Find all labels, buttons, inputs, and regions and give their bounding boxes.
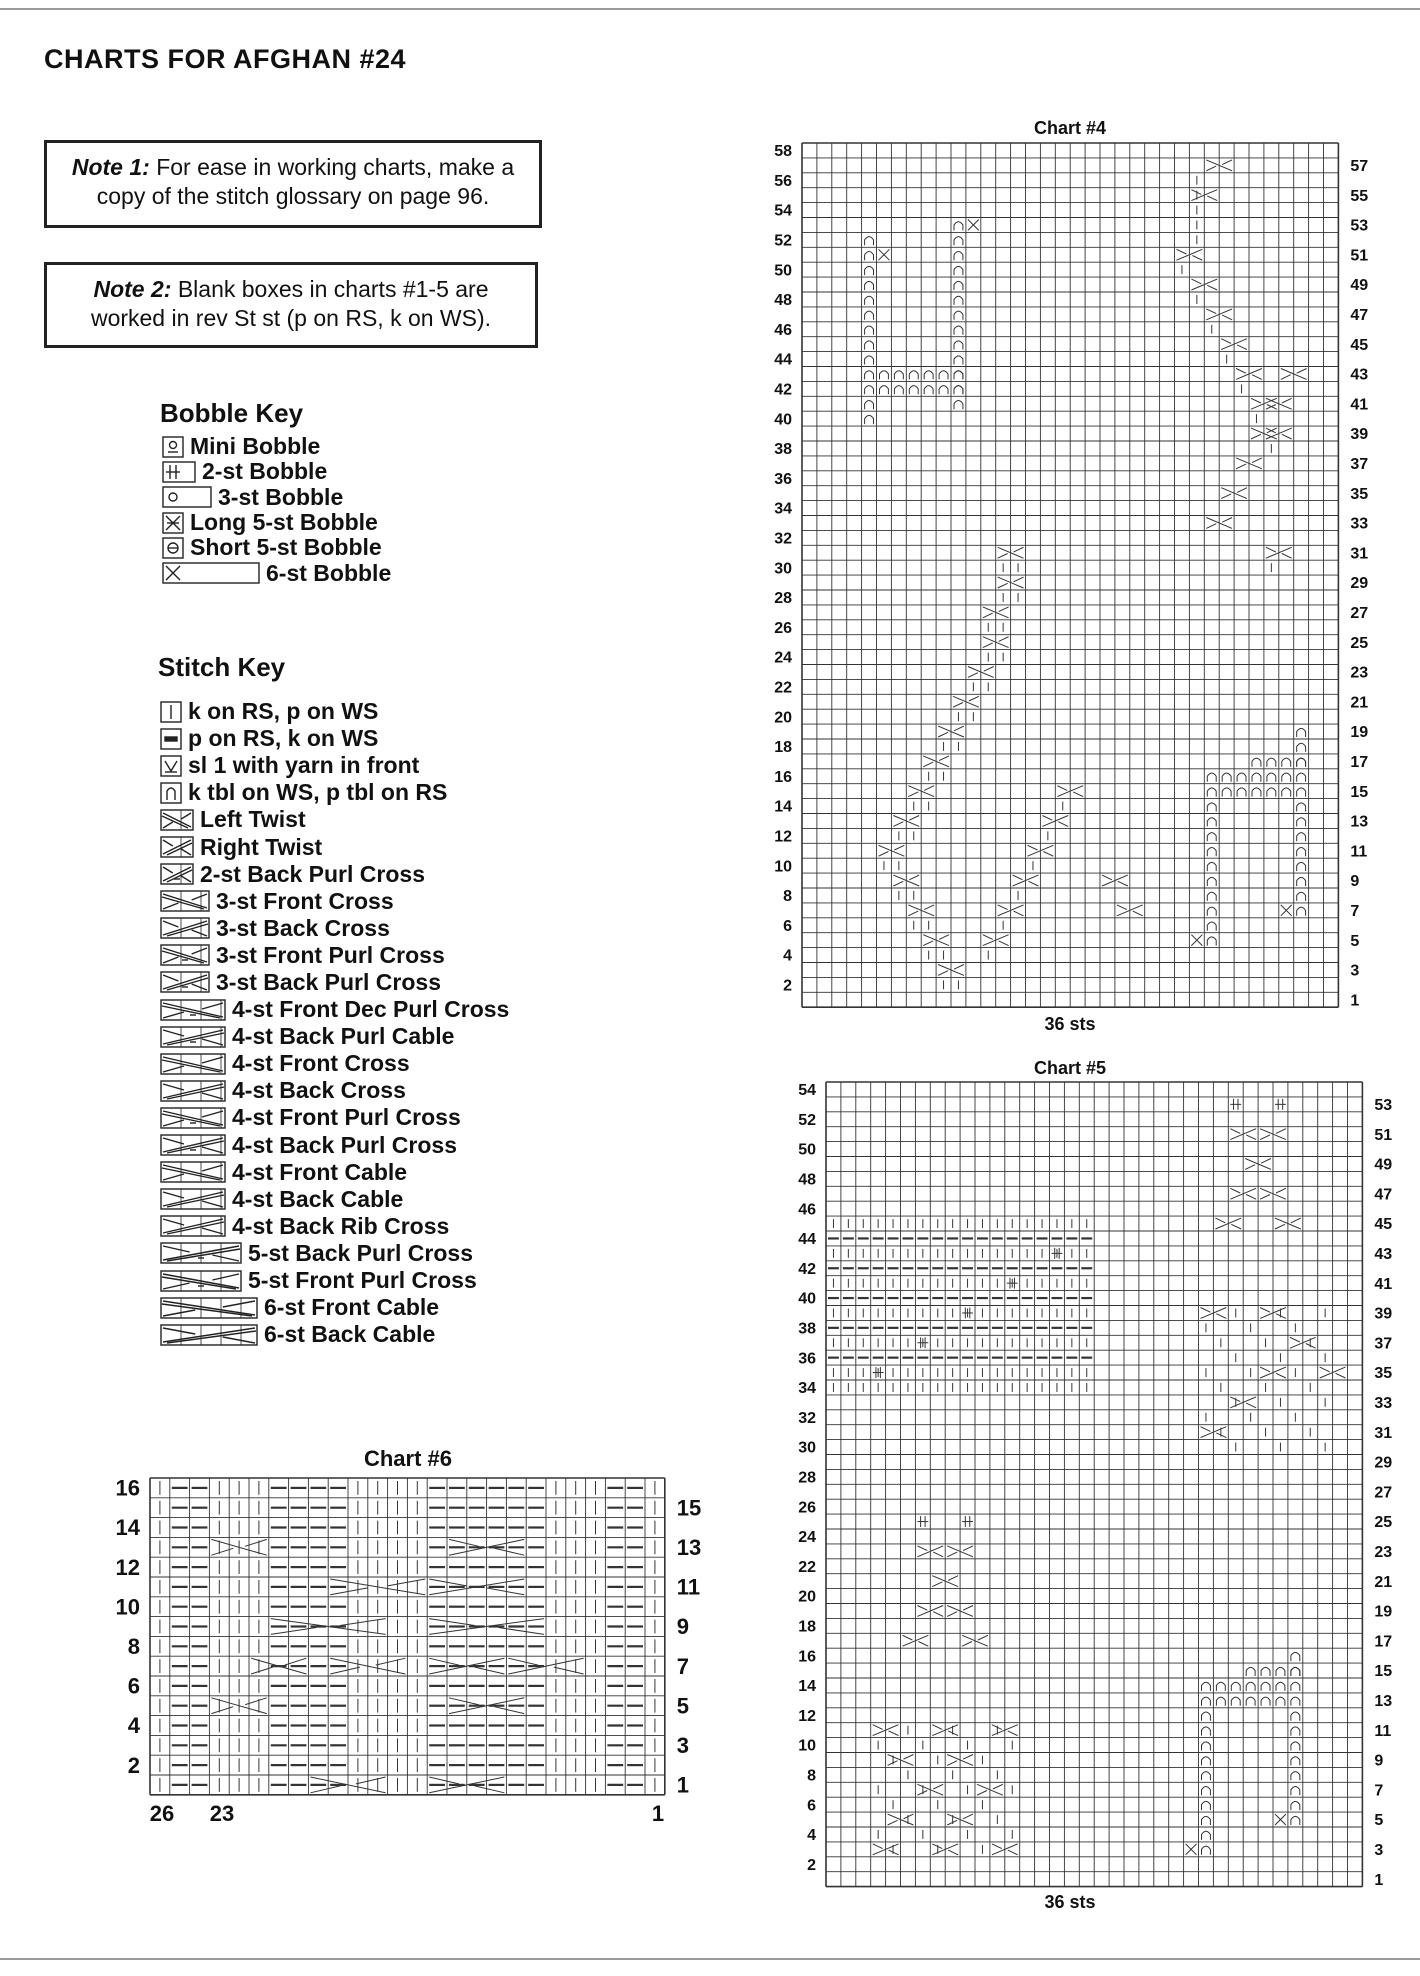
- row-number-left: 22: [774, 679, 792, 697]
- 3st-back-purl-cross-icon: [160, 971, 210, 993]
- purl-icon: [160, 728, 182, 750]
- row-number-left: 30: [798, 1439, 816, 1457]
- row-number-right: 31: [1374, 1424, 1393, 1442]
- page-title: CHARTS FOR AFGHAN #24: [44, 44, 407, 74]
- row-number-right: 3: [676, 1733, 690, 1758]
- row-number-left: 46: [798, 1201, 816, 1219]
- tbl-icon: [160, 782, 182, 804]
- row-number-right: 1: [1374, 1871, 1384, 1889]
- row-number-right: 33: [1350, 515, 1369, 533]
- row-number-left: 10: [115, 1594, 140, 1620]
- 5st-front-purl-cross-icon: [160, 1270, 242, 1292]
- 5st-back-purl-cross-icon: [160, 1242, 242, 1264]
- stitch-key-item: [160, 888, 509, 915]
- row-number-right: 29: [1350, 575, 1369, 593]
- stitch-key-item: [160, 942, 509, 969]
- note-1-text: For ease in working charts, make a copy of the stitch glossary on page 96.: [96, 154, 515, 209]
- bobble-key-item: [162, 560, 391, 585]
- row-number-right: 49: [1350, 277, 1369, 295]
- bobble-key-list: [162, 434, 391, 586]
- row-number-right: 57: [1350, 157, 1369, 175]
- top-rule: [0, 8, 1420, 10]
- stitch-key-item: [160, 1294, 509, 1321]
- row-number-left: 4: [783, 947, 792, 965]
- row-number-right: 1: [676, 1772, 690, 1798]
- row-number-left: 14: [774, 798, 792, 816]
- row-number-right: 51: [1374, 1126, 1393, 1144]
- stitch-key-label: 2-st Back Purl Cross: [200, 860, 425, 887]
- 2st-bobble-icon: [162, 461, 196, 483]
- row-number-right: 49: [1374, 1156, 1393, 1174]
- stitch-key-item: [160, 779, 509, 806]
- long-5st-bobble-icon: [162, 512, 184, 534]
- row-number-right: 41: [1374, 1275, 1393, 1293]
- row-number-right: 21: [1374, 1573, 1393, 1591]
- row-number-right: 37: [1374, 1335, 1393, 1353]
- row-number-left: 38: [798, 1320, 816, 1338]
- row-number-left: 14: [115, 1515, 140, 1541]
- row-number-right: 17: [1350, 753, 1369, 771]
- stitch-number-bottom: 23: [209, 1801, 235, 1826]
- stitch-key-label: Left Twist: [200, 806, 306, 833]
- short-5st-bobble-icon: [162, 537, 184, 559]
- row-number-left: 32: [798, 1409, 816, 1427]
- 4st-back-rib-cross-icon: [160, 1215, 226, 1237]
- stitch-key-item: [160, 861, 509, 888]
- 4st-back-cross-icon: [160, 1080, 226, 1102]
- bobble-key-label: 2-st Bobble: [202, 458, 328, 485]
- stitch-key-label: 3-st Front Cross: [216, 887, 394, 914]
- 4st-back-purl-cross-icon: [160, 1134, 226, 1156]
- bobble-key-item: [162, 459, 391, 484]
- row-number-left: 6: [127, 1673, 140, 1699]
- row-number-left: 26: [798, 1499, 816, 1517]
- row-number-right: 55: [1350, 187, 1369, 205]
- row-number-left: 12: [774, 828, 792, 846]
- row-number-right: 13: [676, 1535, 702, 1560]
- stitch-key-label: 4-st Back Purl Cable: [232, 1023, 455, 1050]
- stitch-key-label: 4-st Front Purl Cross: [232, 1104, 461, 1131]
- row-number-left: 4: [807, 1827, 816, 1845]
- row-number-left: 34: [774, 500, 792, 518]
- row-number-left: 12: [798, 1707, 816, 1725]
- row-number-left: 44: [774, 351, 792, 369]
- stitch-key-item: [160, 698, 509, 725]
- row-number-left: 22: [798, 1558, 816, 1576]
- row-number-left: 14: [798, 1678, 816, 1696]
- row-number-right: 25: [1374, 1514, 1393, 1532]
- row-number-right: 9: [676, 1614, 690, 1640]
- row-number-right: 47: [1350, 306, 1369, 324]
- 4st-front-cross-icon: [160, 1053, 226, 1075]
- row-number-left: 24: [798, 1529, 816, 1547]
- stitch-key-item: [160, 1050, 509, 1077]
- stitch-key-label: 5-st Back Purl Cross: [248, 1239, 473, 1266]
- stitch-key-label: 5-st Front Purl Cross: [248, 1267, 477, 1294]
- bobble-key-item: [162, 434, 391, 459]
- row-number-right: 13: [1374, 1692, 1393, 1710]
- row-number-right: 39: [1350, 426, 1369, 444]
- 6st-bobble-icon: [162, 562, 260, 584]
- row-number-right: 27: [1350, 604, 1369, 622]
- stitch-key-label: k tbl on WS, p tbl on RS: [188, 779, 448, 806]
- row-number-right: 15: [1350, 783, 1369, 801]
- stitch-key-item: [160, 806, 509, 833]
- row-number-left: 18: [774, 739, 792, 757]
- row-number-left: 44: [798, 1231, 816, 1249]
- row-number-right: 11: [1350, 843, 1368, 861]
- row-number-left: 50: [798, 1141, 816, 1159]
- stitch-key-item: [160, 1132, 509, 1159]
- bobble-key-label: Long 5-st Bobble: [190, 509, 378, 536]
- row-number-left: 48: [798, 1171, 816, 1189]
- row-number-right: 47: [1374, 1186, 1393, 1204]
- 6st-back-cable-icon: [160, 1324, 258, 1346]
- row-number-left: 34: [798, 1380, 816, 1398]
- row-number-left: 40: [798, 1290, 816, 1308]
- slip-icon: [160, 755, 182, 777]
- row-number-left: 8: [807, 1767, 816, 1785]
- row-number-right: 43: [1374, 1245, 1393, 1263]
- row-number-right: 3: [1350, 962, 1360, 980]
- stitch-key-item: [160, 1267, 509, 1294]
- 3st-front-purl-cross-icon: [160, 944, 210, 966]
- chart-4-title: Chart #4: [1033, 118, 1107, 138]
- stitch-key-label: k on RS, p on WS: [188, 698, 379, 725]
- row-number-left: 2: [783, 977, 792, 995]
- row-number-right: 53: [1350, 217, 1369, 235]
- 2st-back-purl-cross-icon: [160, 863, 194, 885]
- row-number-left: 20: [774, 709, 792, 727]
- bobble-key-title: Bobble Key: [160, 398, 304, 428]
- row-number-left: 10: [798, 1737, 816, 1755]
- row-number-left: 8: [127, 1634, 140, 1659]
- row-number-left: 46: [774, 321, 792, 339]
- row-number-left: 40: [774, 411, 792, 429]
- row-number-left: 16: [115, 1475, 140, 1501]
- stitch-key-title: Stitch Key: [158, 652, 286, 682]
- left-twist-icon: [160, 809, 194, 831]
- row-number-right: 51: [1350, 247, 1369, 265]
- row-number-left: 30: [774, 560, 792, 578]
- stitch-key-label: 3-st Back Cross: [216, 914, 390, 941]
- row-number-left: 6: [783, 917, 792, 935]
- row-number-left: 48: [774, 292, 792, 310]
- stitch-key-item: [160, 833, 509, 860]
- note-2-text: Blank boxes in charts #1-5 are worked in rev St st (p on RS, k on WS).: [90, 276, 492, 331]
- row-number-right: 21: [1350, 694, 1369, 712]
- bobble-key-label: Mini Bobble: [190, 433, 321, 460]
- stitch-number-bottom: 1: [651, 1801, 665, 1826]
- stitch-key-item: [160, 1077, 509, 1104]
- stitch-key-item: [160, 915, 509, 942]
- stitch-key-label: 4-st Front Dec Purl Cross: [232, 996, 510, 1023]
- 6st-front-cable-icon: [160, 1297, 258, 1319]
- stitch-key-label: 4-st Back Rib Cross: [232, 1212, 450, 1239]
- row-number-right: 31: [1350, 545, 1369, 563]
- stitch-key-label: 4-st Back Purl Cross: [232, 1131, 457, 1158]
- 4st-front-cable-icon: [160, 1161, 226, 1183]
- row-number-left: 54: [774, 202, 792, 220]
- stitch-key-item: [160, 996, 509, 1023]
- chart-5-title: Chart #5: [1033, 1058, 1107, 1078]
- row-number-right: 15: [1374, 1663, 1393, 1681]
- stitch-key-label: 6-st Back Cable: [264, 1321, 436, 1348]
- 3st-bobble-icon: [162, 486, 212, 508]
- stitch-key-item: [160, 969, 509, 996]
- row-number-left: 16: [774, 768, 792, 786]
- row-number-left: 28: [798, 1469, 816, 1487]
- stitch-key-item: [160, 1104, 509, 1131]
- row-number-right: 19: [1374, 1603, 1393, 1621]
- stitch-key-label: 6-st Front Cable: [264, 1294, 440, 1321]
- row-number-left: 36: [798, 1350, 816, 1368]
- stitch-key-item: [160, 1213, 509, 1240]
- stitch-key-item: [160, 725, 509, 752]
- row-number-right: 7: [1374, 1782, 1384, 1800]
- row-number-right: 17: [1374, 1633, 1393, 1651]
- bobble-key-item: [162, 535, 391, 560]
- stitch-key-item: [160, 752, 509, 779]
- row-number-right: 3: [1374, 1841, 1384, 1859]
- row-number-left: 50: [774, 262, 792, 280]
- stitch-key-label: sl 1 with yarn in front: [188, 752, 420, 779]
- bottom-rule: [0, 1958, 1420, 1960]
- stitch-key-label: p on RS, k on WS: [188, 725, 379, 752]
- row-number-left: 52: [798, 1111, 816, 1129]
- row-number-right: 9: [1350, 873, 1360, 891]
- 3st-front-cross-icon: [160, 890, 210, 912]
- row-number-right: 35: [1350, 485, 1369, 503]
- stitch-key-item: [160, 1159, 509, 1186]
- row-number-left: 2: [127, 1752, 140, 1778]
- stitch-key-label: Right Twist: [200, 833, 323, 860]
- note-1-label: Note 1:: [71, 154, 150, 180]
- row-number-left: 38: [774, 441, 792, 459]
- row-number-right: 5: [676, 1693, 690, 1719]
- stitch-key-label: 4-st Back Cable: [232, 1185, 404, 1212]
- row-number-right: 35: [1374, 1365, 1393, 1383]
- row-number-left: 42: [798, 1260, 816, 1278]
- stitch-key-label: 4-st Front Cross: [232, 1050, 410, 1077]
- row-number-left: 56: [774, 172, 792, 190]
- row-number-right: 43: [1350, 366, 1369, 384]
- knit-icon: [160, 701, 182, 723]
- stitch-key-item: [160, 1240, 509, 1267]
- note-2-box: [44, 262, 538, 348]
- row-number-right: 23: [1374, 1543, 1393, 1561]
- row-number-left: 20: [798, 1588, 816, 1606]
- stitch-key-item: [160, 1023, 509, 1050]
- stitch-key-label: 4-st Back Cross: [232, 1077, 406, 1104]
- note-2-label: Note 2:: [93, 276, 172, 302]
- row-number-left: 26: [774, 619, 792, 637]
- row-number-left: 2: [807, 1856, 816, 1874]
- 4st-back-cable-icon: [160, 1188, 226, 1210]
- row-number-right: 7: [676, 1653, 690, 1679]
- row-number-left: 18: [798, 1618, 816, 1636]
- row-number-right: 13: [1350, 813, 1369, 831]
- chart-6-title: Chart #6: [363, 1446, 453, 1471]
- row-number-right: 29: [1374, 1454, 1393, 1472]
- row-number-left: 28: [774, 590, 792, 608]
- row-number-right: 53: [1374, 1096, 1393, 1114]
- stitch-key-item: [160, 1321, 509, 1348]
- stitch-key-label: 3-st Back Purl Cross: [216, 968, 441, 995]
- row-number-right: 45: [1350, 336, 1369, 354]
- row-number-left: 36: [774, 470, 792, 488]
- bobble-key-label: 6-st Bobble: [266, 559, 392, 586]
- 4st-back-purl-cable-icon: [160, 1026, 226, 1048]
- row-number-right: 15: [676, 1495, 702, 1521]
- row-number-left: 32: [774, 530, 792, 548]
- row-number-left: 24: [774, 649, 792, 667]
- row-number-right: 7: [1350, 902, 1360, 920]
- row-number-right: 25: [1350, 634, 1369, 652]
- chart-4-footer: 36 sts: [1044, 1014, 1096, 1034]
- 3st-back-cross-icon: [160, 917, 210, 939]
- row-number-left: 12: [115, 1554, 140, 1580]
- row-number-right: 33: [1374, 1394, 1393, 1412]
- row-number-left: 8: [783, 888, 792, 906]
- bobble-key-item: [162, 510, 391, 535]
- row-number-right: 11: [676, 1574, 701, 1600]
- row-number-left: 4: [127, 1713, 140, 1739]
- stitch-key-label: 3-st Front Purl Cross: [216, 941, 445, 968]
- stitch-key-item: [160, 1186, 509, 1213]
- row-number-right: 11: [1374, 1722, 1392, 1740]
- note-1-box: [44, 140, 542, 228]
- row-number-left: 58: [774, 143, 792, 161]
- bobble-key-label: 3-st Bobble: [218, 483, 344, 510]
- row-number-right: 19: [1350, 724, 1369, 742]
- bobble-key-item: [162, 485, 391, 510]
- row-number-left: 16: [798, 1648, 816, 1666]
- mini-bobble-icon: [162, 436, 184, 458]
- row-number-right: 5: [1374, 1812, 1384, 1830]
- row-number-right: 1: [1350, 992, 1360, 1010]
- row-number-right: 39: [1374, 1305, 1393, 1323]
- row-number-left: 52: [774, 232, 792, 250]
- row-number-right: 9: [1374, 1752, 1384, 1770]
- chart-5-footer: 36 sts: [1044, 1892, 1096, 1912]
- row-number-right: 27: [1374, 1484, 1393, 1502]
- row-number-right: 37: [1350, 455, 1369, 473]
- row-number-left: 42: [774, 381, 792, 399]
- row-number-left: 54: [798, 1082, 816, 1100]
- 4st-front-purl-cross-icon: [160, 1107, 226, 1129]
- stitch-number-bottom: 26: [149, 1801, 175, 1826]
- bobble-key-label: Short 5-st Bobble: [190, 534, 382, 561]
- row-number-left: 10: [774, 858, 792, 876]
- stitch-key-label: 4-st Front Cable: [232, 1158, 408, 1185]
- row-number-right: 45: [1374, 1216, 1393, 1234]
- row-number-left: 6: [807, 1797, 816, 1815]
- row-number-right: 5: [1350, 932, 1360, 950]
- stitch-key-list: [160, 698, 509, 1348]
- right-twist-icon: [160, 836, 194, 858]
- row-number-right: 41: [1350, 396, 1369, 414]
- row-number-right: 23: [1350, 664, 1369, 682]
- 4st-front-dec-purl-cross-icon: [160, 999, 226, 1021]
